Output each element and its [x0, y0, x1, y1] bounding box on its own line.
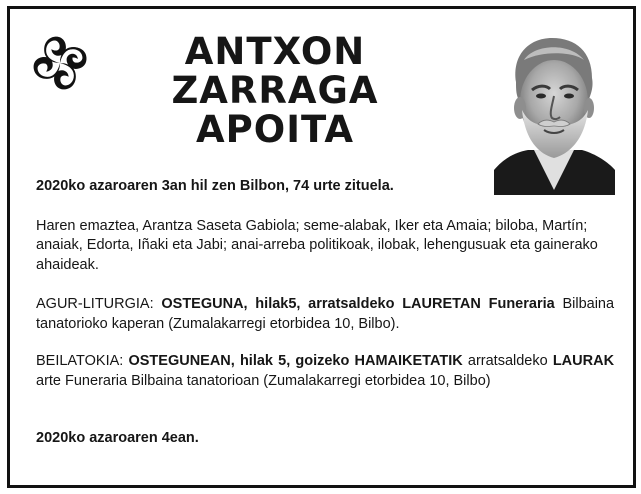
notice-body: [36, 177, 614, 449]
wake-rest: arte Funeraria Bilbaina tanatorioan (Zumalakarregi etorbidea 10, Bilbo): [36, 372, 491, 389]
notice-date: 2020ko azaroaren 4ean.: [36, 430, 199, 446]
lauburu-icon: [27, 30, 93, 96]
wake-info: [36, 352, 614, 391]
wake-to-time: LAURAK: [552, 353, 615, 369]
liturgy-rest: Bilbaina tanatorioko kaperan (Zumalakarregi etorbidea 10, Bilbo).: [36, 296, 615, 332]
liturgy-time: LAURETAN: [402, 296, 481, 312]
wake-from-time: HAMAIKETATIK: [354, 353, 463, 369]
name-line-1: ANTXON ZARRAGA: [171, 30, 379, 112]
liturgy-day: OSTEGUNA, hilak5, arratsaldeko: [161, 296, 395, 312]
name-line-2: APOITA: [196, 108, 354, 151]
liturgy-label: AGUR-LITURGIA:: [36, 296, 154, 312]
funeral-liturgy: [36, 295, 614, 334]
portrait-photo: [494, 30, 615, 195]
liturgy-place: Funeraria: [488, 296, 555, 312]
death-statement: 2020ko azaroaren 3an hil zen Bilbon, 74 urte zituela.: [36, 178, 394, 194]
wake-from-rest: arratsaldeko: [467, 353, 548, 369]
wake-label: BEILATOKIA:: [36, 353, 124, 369]
family-list: Haren emaztea, Arantza Saseta Gabiola; seme-alabak, Iker eta Amaia; biloba, Martín; anaiak, Edorta, Iñaki eta Jabi; anai-arreba politikoak, ilobak, lehengusuak eta gainerako ahaideak.: [36, 217, 598, 273]
wake-day: OSTEGUNEAN, hilak 5, goizeko: [128, 353, 350, 369]
deceased-name: [95, 32, 455, 149]
